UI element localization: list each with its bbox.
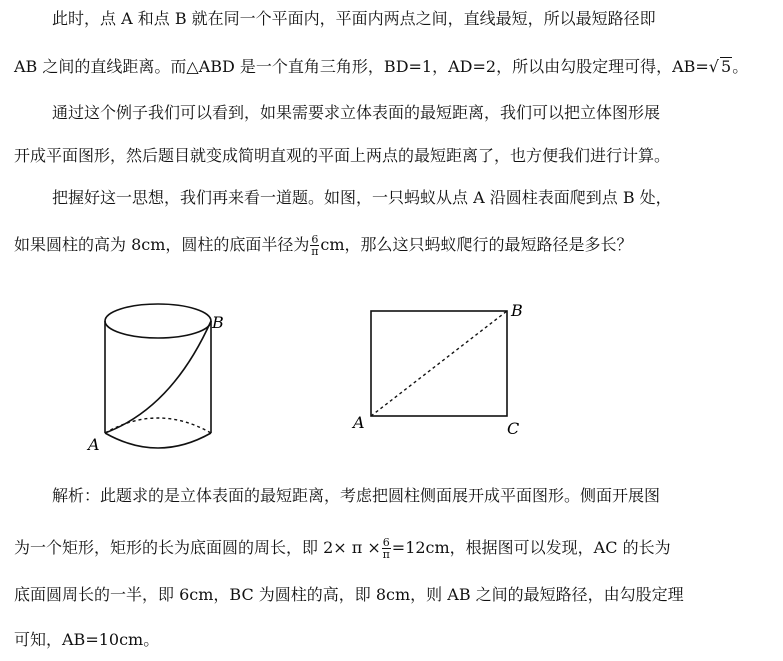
para4-line2	[14, 537, 671, 560]
para3-line1: 把握好这一思想，我们再来看一道题。如图，一只蚂蚁从点 A 沿圆柱表面爬到点 B 处，	[52, 188, 672, 207]
sqrt-value: 5	[721, 57, 732, 76]
para2-line2: 开成平面图形，然后题目就变成简明直观的平面上两点的最短距离了，也方便我们进行计算。	[14, 146, 671, 165]
para4-line2-post: =12cm，根据图可以发现，AC 的长为	[391, 538, 671, 557]
cylinder-figure	[80, 290, 240, 460]
para3-line2-text: 如果圆柱的高为 8cm，圆柱的底面半径为	[14, 235, 310, 254]
para1-line2-end: 。	[732, 57, 749, 76]
para4-line3: 底面圆周长的一半，即 6cm，BC 为圆柱的高，即 8cm，则 AB 之间的最短路径，由勾股定理	[14, 585, 684, 604]
cylinder-label-b: B	[212, 313, 224, 332]
fraction-denominator: π	[311, 245, 319, 258]
para1-line2-text: AB 之间的直线距离。而△ABD 是一个直角三角形，BD=1，AD=2，所以由勾股定理可得，AB=	[14, 57, 709, 76]
para1-line2	[14, 57, 748, 77]
cylinder-label-a: A	[88, 435, 100, 454]
cylinder-top-ellipse	[105, 304, 211, 338]
para3-line2	[14, 234, 633, 257]
para2-line1: 通过这个例子我们可以看到，如果需要求立体表面的最短距离，我们可以把立体图形展	[52, 103, 661, 122]
rect-label-b: B	[511, 301, 523, 320]
para1-line1: 此时，点 A 和点 B 就在同一个平面内，平面内两点之间，直线最短，所以最短路径即	[52, 9, 656, 28]
fraction-numerator: 6	[382, 536, 390, 549]
para4-line2-text: 为一个矩形，矩形的长为底面圆的周长，即 2× π ×	[14, 538, 381, 557]
rectangle-figure	[345, 292, 535, 442]
fraction-six-over-pi	[382, 537, 391, 560]
cylinder-bottom-front	[105, 433, 211, 448]
fraction-six-over-pi	[310, 234, 319, 257]
fraction-numerator: 6	[311, 233, 319, 246]
rect-label-a: A	[353, 413, 365, 432]
sqrt-symbol: √	[708, 57, 719, 76]
rect-label-c: C	[507, 419, 520, 438]
para4-line1: 解析：此题求的是立体表面的最短距离，考虑把圆柱侧面展开成平面图形。侧面开展图	[52, 486, 661, 505]
fraction-denominator: π	[382, 548, 390, 561]
para4-line4: 可知，AB=10cm。	[14, 630, 160, 649]
diagonal-ab-dashed	[371, 311, 507, 416]
para3-line2-post: cm，那么这只蚂蚁爬行的最短路径是多长？	[320, 235, 633, 254]
